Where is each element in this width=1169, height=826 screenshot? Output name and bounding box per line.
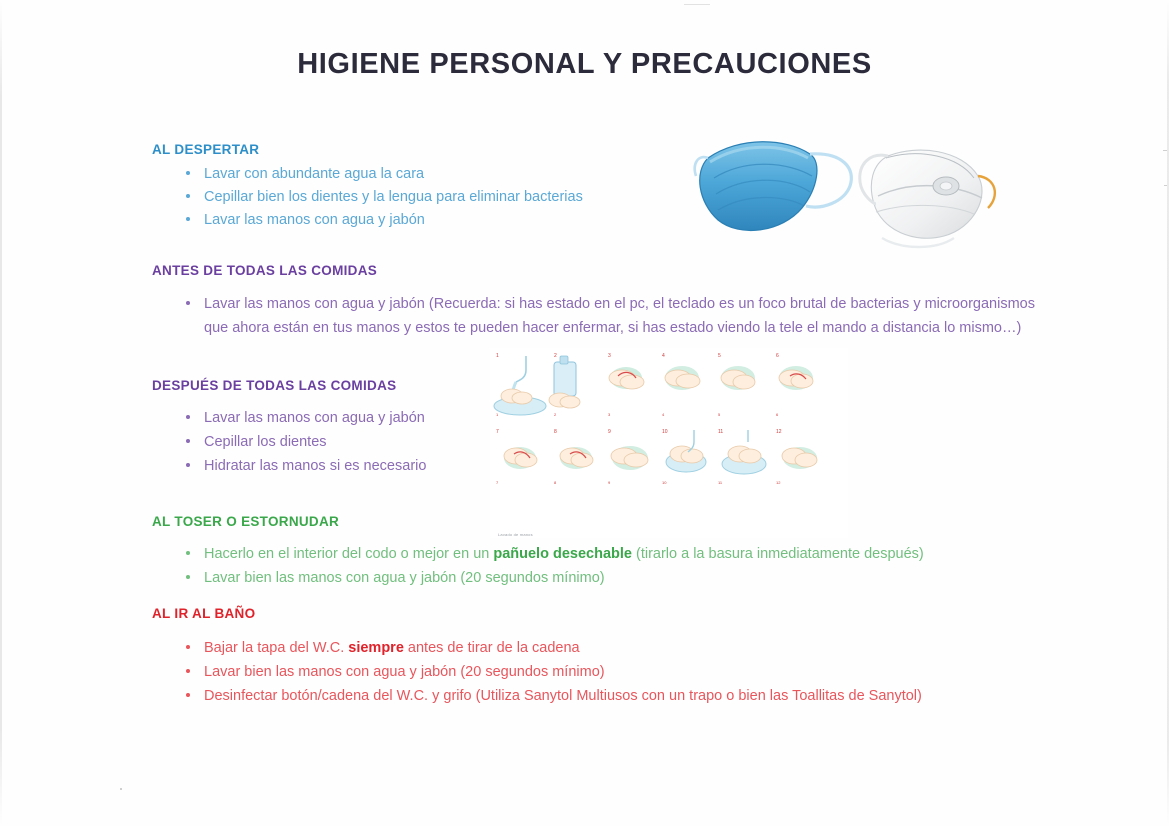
bullet-dot-icon	[186, 575, 190, 579]
list-item	[152, 292, 1052, 340]
svg-text:1: 1	[496, 353, 499, 359]
list-item-label-pre: Hacerlo en el interior del codo o mejor en un	[204, 546, 494, 562]
scan-speck	[684, 4, 710, 5]
bullet-dot-icon	[186, 463, 190, 467]
svg-text:8: 8	[554, 480, 557, 485]
section-heading: AL IR AL BAÑO	[152, 606, 256, 621]
bullet-dot-icon	[186, 645, 190, 649]
svg-text:5: 5	[718, 353, 721, 359]
svg-text:1: 1	[496, 412, 499, 417]
scan-speck	[1163, 150, 1167, 151]
svg-text:11: 11	[718, 480, 723, 485]
svg-text:9: 9	[608, 480, 611, 485]
section-list	[152, 543, 1052, 590]
bullet-dot-icon	[186, 301, 190, 305]
surgical-and-ffp2-masks-photo	[690, 128, 1040, 258]
svg-text:2: 2	[554, 412, 557, 417]
section-heading: AL DESPERTAR	[152, 142, 260, 157]
handwashing-steps-poster	[490, 348, 848, 538]
list-item-label: Lavar con abundante agua la cara	[204, 166, 425, 182]
section-antes-de-todas-las-comidas	[152, 263, 1052, 341]
section-heading: AL TOSER O ESTORNUDAR	[152, 514, 340, 529]
bullet-dot-icon	[186, 415, 190, 419]
list-item-label: Desinfectar botón/cadena del W.C. y grifo (Utiliza Sanytol Multiusos con un trapo o bien las Toallitas de Sanytol)	[204, 688, 922, 704]
list-item-label: Lavar las manos con agua y jabón	[204, 212, 425, 228]
page-title: HIGIENE PERSONAL Y PRECAUCIONES	[297, 48, 872, 80]
svg-text:6: 6	[776, 353, 779, 359]
scan-speck	[120, 788, 122, 790]
bullet-dot-icon	[186, 551, 190, 555]
bullet-dot-icon	[186, 439, 190, 443]
section-list	[152, 292, 1052, 340]
svg-text:6: 6	[776, 412, 779, 417]
section-al-ir-al-bano	[152, 606, 1052, 709]
bullet-dot-icon	[186, 194, 190, 198]
svg-text:10: 10	[662, 429, 668, 435]
poster-caption: Lavado de manos	[498, 532, 533, 537]
svg-text:4: 4	[662, 412, 665, 417]
section-heading: ANTES DE TODAS LAS COMIDAS	[152, 263, 378, 278]
svg-text:12: 12	[776, 429, 782, 435]
svg-text:2: 2	[554, 353, 557, 359]
list-item-label: Lavar bien las manos con agua y jabón (20 segundos mínimo)	[204, 664, 605, 680]
scan-edge-left	[0, 0, 2, 826]
svg-text:10: 10	[662, 480, 667, 485]
bullet-dot-icon	[186, 171, 190, 175]
svg-text:3: 3	[608, 412, 611, 417]
list-item-label-emphasis: pañuelo desechable	[493, 546, 632, 562]
svg-text:9: 9	[608, 429, 611, 435]
list-item-label-post: antes de tirar de la cadena	[403, 640, 580, 656]
list-item-label: Cepillar los dientes	[204, 434, 327, 450]
list-item-label-pre: Bajar la tapa del W.C.	[204, 640, 349, 656]
list-item-label: Lavar bien las manos con agua y jabón (20 segundos mínimo)	[204, 570, 605, 586]
svg-text:7: 7	[496, 480, 499, 485]
svg-text:5: 5	[718, 412, 721, 417]
scan-speck	[1164, 185, 1167, 186]
bullet-dot-icon	[186, 217, 190, 221]
list-item-label: Hidratar las manos si es necesario	[204, 458, 427, 474]
svg-text:12: 12	[776, 480, 781, 485]
svg-text:3: 3	[608, 353, 611, 359]
section-list	[152, 637, 1052, 708]
list-item-label: Lavar las manos con agua y jabón (Recuerda: si has estado en el pc, el teclado es un foco brutal de bacterias y microorganismos que ahora están en tus manos y estos te pueden hacer enfermar, si has estado viendo la tele el mando a distancia lo mismo…)	[204, 296, 1035, 336]
svg-text:8: 8	[554, 429, 557, 435]
bullet-dot-icon	[186, 693, 190, 697]
list-item-label: Lavar las manos con agua y jabón	[204, 410, 425, 426]
list-item-label: Cepillar bien los dientes y la lengua para eliminar bacterias	[204, 189, 583, 205]
list-item	[152, 685, 1052, 708]
section-heading: DESPUÉS DE TODAS LAS COMIDAS	[152, 378, 397, 393]
list-item	[152, 637, 1052, 660]
list-item-label-emphasis: siempre	[348, 640, 404, 656]
bullet-dot-icon	[186, 669, 190, 673]
list-item	[152, 543, 1052, 566]
svg-text:11: 11	[718, 429, 724, 435]
svg-text:7: 7	[496, 429, 499, 435]
svg-text:4: 4	[662, 353, 665, 359]
list-item	[152, 661, 1052, 684]
list-item-label-post: (tirarlo a la basura inmediatamente después)	[631, 546, 924, 562]
list-item	[152, 567, 1052, 590]
